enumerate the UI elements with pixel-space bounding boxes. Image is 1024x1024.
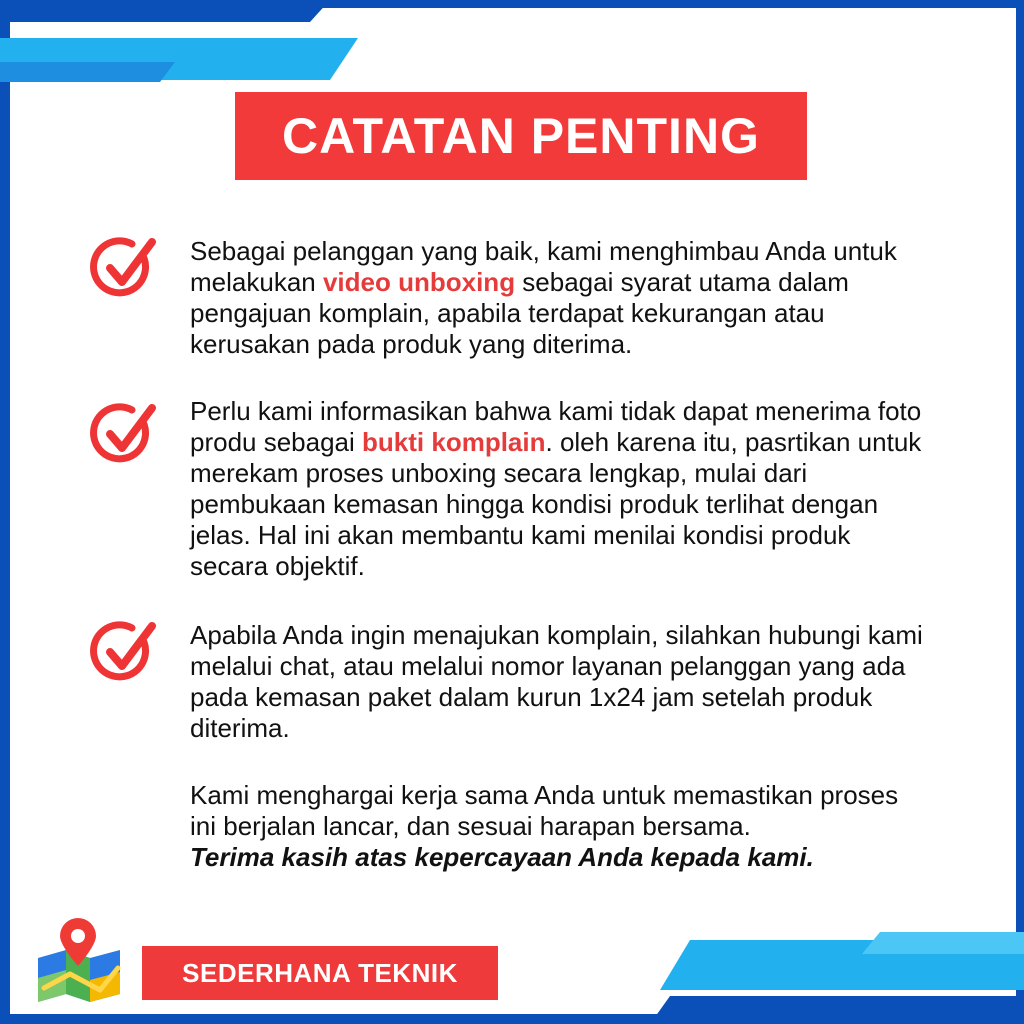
bottom-right-stripes (640, 930, 1024, 1024)
title-banner (235, 92, 807, 180)
note-text-part: Perlu kami informasikan bahwa kami tidak dapat menerima foto produ sebagai (190, 396, 922, 457)
closing-thanks: Terima kasih atas kepercayaan Anda kepada kami. (190, 842, 814, 872)
page-title: CATATAN PENTING (282, 108, 760, 164)
check-circle-icon (88, 232, 160, 304)
map-pin-icon (30, 918, 126, 1004)
top-left-stripes (0, 0, 400, 90)
note-text (190, 236, 930, 360)
closing-paragraph (190, 780, 930, 873)
note-text-part: . oleh karena itu, pasrtikan untuk merekam proses unboxing secara lengkap, mulai dari pembukaan kemasan hingga kondisi produk terlihat dengan jelas. Hal ini akan membantu kami menilai kondisi produk secara objektif. (190, 427, 922, 581)
brand-banner (142, 946, 498, 1000)
check-circle-icon (88, 616, 160, 688)
closing-text: Kami menghargai kerja sama Anda untuk memastikan proses ini berjalan lancar, dan sesuai harapan bersama. (190, 780, 899, 841)
note-text (190, 396, 930, 582)
note-text-part: Sebagai pelanggan yang baik, kami menghimbau Anda untuk melakukan (190, 236, 897, 297)
note-text-part: sebagai syarat utama dalam pengajuan komplain, apabila terdapat kekurangan atau kerusakan pada produk yang diterima. (190, 267, 849, 359)
brand-name: SEDERHANA TEKNIK (182, 957, 458, 988)
note-text-part: Apabila Anda ingin menajukan komplain, silahkan hubungi kami melalui chat, atau melalui nomor layanan pelanggan yang ada pada kemasan paket dalam kurun 1x24 jam setelah produk diterima. (190, 620, 923, 743)
note-text (190, 620, 930, 744)
highlight-text: bukti komplain (362, 427, 546, 457)
check-circle-icon (88, 398, 160, 470)
highlight-text: video unboxing (322, 267, 516, 297)
